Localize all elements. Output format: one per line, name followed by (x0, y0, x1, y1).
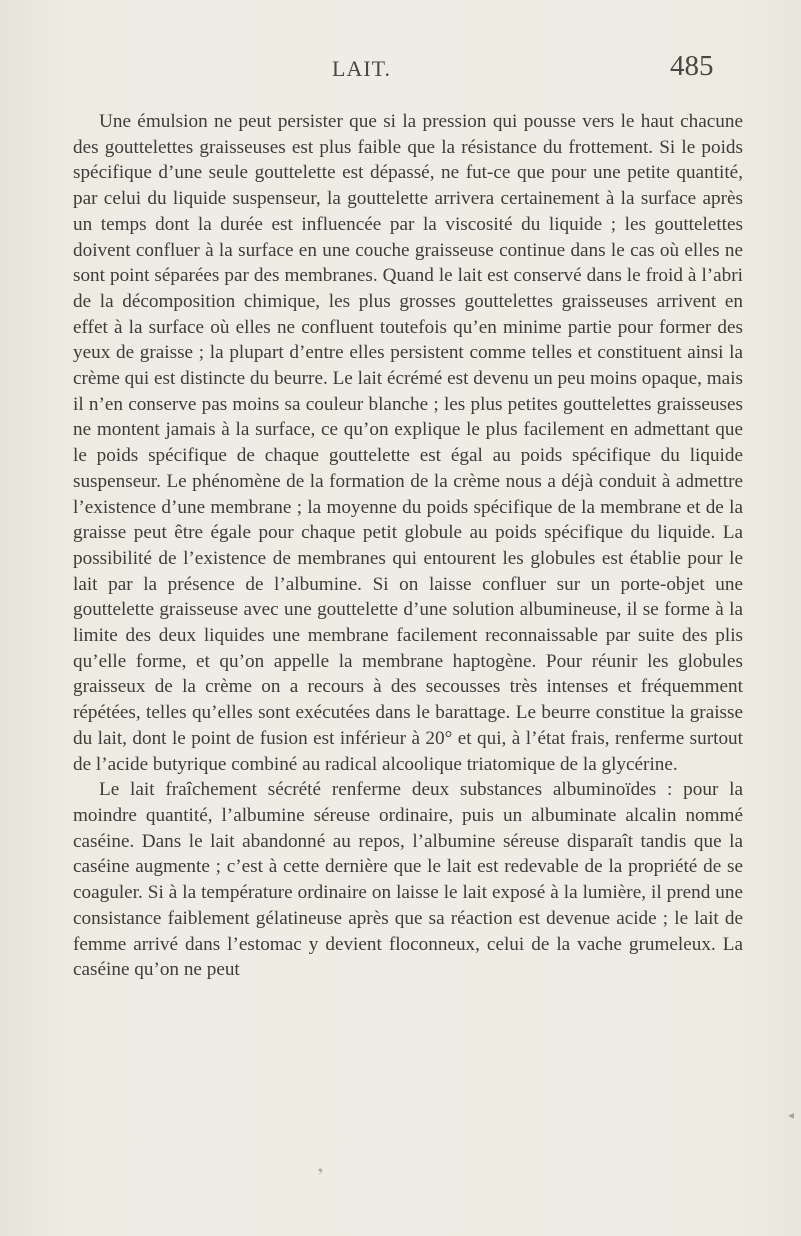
page-header (0, 50, 801, 90)
print-speck-margin: ◂ (788, 1108, 795, 1122)
print-speck: ❟ (318, 1160, 323, 1174)
paragraph-emulsion: Une émulsion ne peut persister que si la pression qui pousse vers le haut chacune des gouttelettes graisseuses est plus faible que la résistance du frottement. Si le poids spécifique d’une seule gouttelette est dépassé, ne fut-ce que pour une petite quantité, par celui du liquide suspenseur, la gouttelette arrivera certainement à la surface après un temps dont la durée est influencée par la viscosité du liquide ; les gouttelettes doivent confluer à la surface en une couche graisseuse continue dans le cas où elles ne sont point séparées par des membranes. Quand le lait est conservé dans le froid à l’abri de la décomposition chimique, les plus grosses gouttelettes graisseuses arrivent en effet à la surface où elles ne confluent toutefois qu’en minime partie pour former des yeux de graisse ; la plupart d’entre elles persistent comme telles et constituent ainsi la crème qui est distincte du beurre. Le lait écrémé est devenu un peu moins opaque, mais il n’en conserve pas moins sa couleur blanche ; les plus petites gouttelettes graisseuses ne montent jamais à la surface, ce qu’on explique le plus facilement en admettant que le poids spécifique de chaque gouttelette est égal au poids spécifique du liquide suspenseur. Le phénomène de la formation de la crème nous a déjà conduit à admettre l’existence d’une membrane ; la moyenne du poids spécifique de la membrane et de la graisse peut être égale pour chaque petit globule au poids spécifique du liquide. La possibilité de l’existence de membranes qui entourent les globules est établie pour le lait par la présence de l’albumine. Si on laisse confluer sur un porte-objet une gouttelette graisseuse avec une gouttelette d’une solution albumineuse, il se forme à la limite des deux liquides une membrane facilement reconnaissable par suite des plis qu’elle forme, et qu’on appelle la membrane haptogène. Pour réunir les globules graisseux de la crème on a recours à des secousses très intenses et fréquemment répétées, telles qu’elles sont exécutées dans le barattage. Le beurre constitue la graisse du lait, dont le point de fusion est inférieur à 20° et qui, à l’état frais, renferme surtout de l’acide butyrique combiné au radical alcoolique triatomique de la glycérine. (73, 111, 743, 775)
running-title: LAIT. (332, 56, 391, 81)
paragraph-caseine: Le lait fraîchement sécrété renferme deux substances albuminoïdes : pour la moindre quantité, l’albumine séreuse ordinaire, puis un albuminate alcalin nommé caséine. Dans le lait abandonné au repos, l’albumine séreuse disparaît tandis que la caséine augmente ; c’est à cette dernière que le lait est redevable de la propriété de se coaguler. Si à la température ordinaire on laisse le lait exposé à la lumière, il prend une consistance faiblement gélatineuse après que sa réaction est devenue acide ; le lait de femme arrivé dans l’estomac y devient floconneux, celui de la vache grumeleux. La caséine qu’on ne peut (73, 779, 743, 981)
page-number: 485 (670, 50, 714, 82)
body-text (73, 109, 743, 983)
